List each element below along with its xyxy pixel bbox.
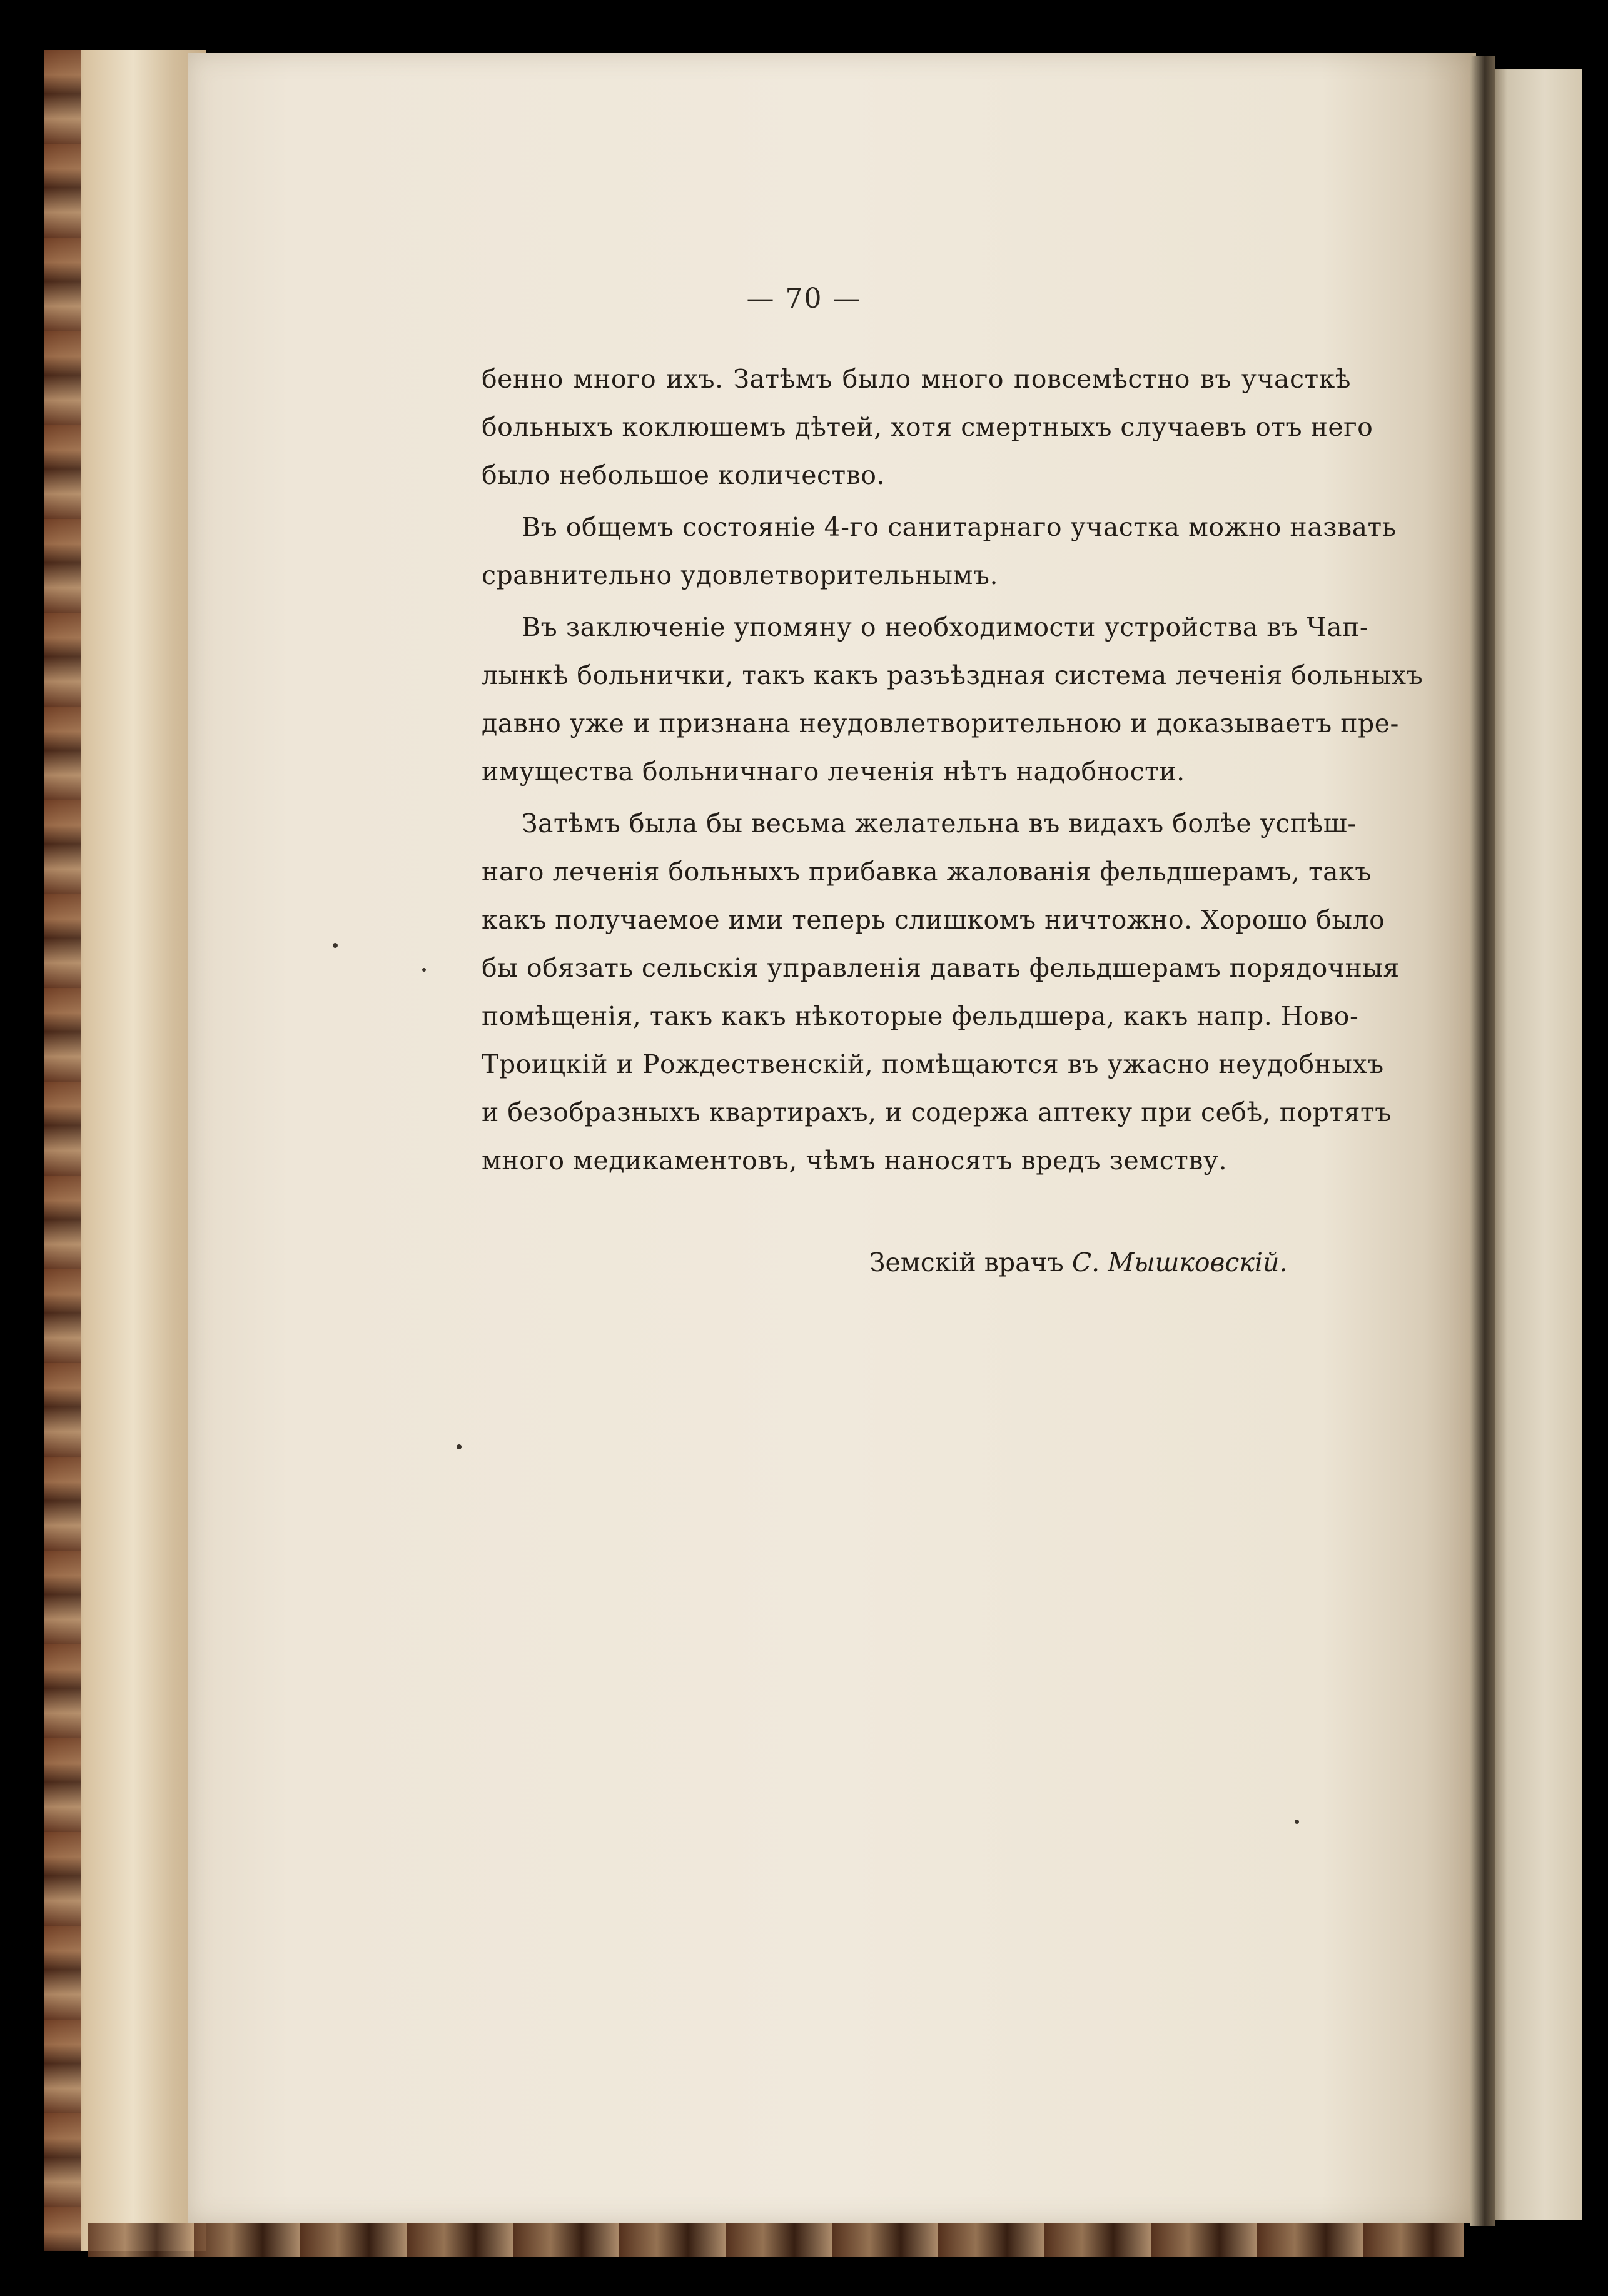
page-number: — 70 — — [746, 283, 862, 315]
signature — [869, 1247, 1287, 1277]
paragraph — [482, 355, 1373, 500]
text-line: бы обязать сельскія управленія давать фельдшерамъ порядочныя — [482, 953, 1400, 983]
text-line: больныхъ коклюшемъ дѣтей, хотя смертныхъ случаевъ отъ него — [482, 412, 1373, 442]
signature-title: Земскій врачъ — [869, 1247, 1064, 1277]
text-line: сравнительно удовлетворительнымъ. — [482, 560, 998, 590]
paper-speck — [1295, 1820, 1299, 1824]
facing-page — [1489, 69, 1582, 2220]
text-line: давно уже и признана неудовлетворительною и доказываетъ пре- — [482, 708, 1399, 738]
text-line: и безобразныхъ квартирахъ, и содержа аптеку при себѣ, портятъ — [482, 1097, 1392, 1127]
marbled-edge — [44, 50, 81, 2251]
paper-speck — [333, 943, 338, 948]
text-line: какъ получаемое ими теперь слишкомъ ничтожно. Хорошо было — [482, 905, 1385, 935]
text-line: Троицкій и Рождественскій, помѣщаются въ ужасно неудобныхъ — [482, 1049, 1384, 1079]
bottom-page-edge — [88, 2223, 1464, 2257]
paragraph — [482, 503, 1397, 600]
text-line: помѣщенія, такъ какъ нѣкоторые фельдшера, какъ напр. Ново- — [482, 1001, 1359, 1031]
paragraph — [482, 603, 1423, 796]
text-line: Въ заключеніе упомяну о необходимости устройства въ Чап- — [522, 612, 1369, 642]
text-line: бенно много ихъ. Затѣмъ было много повсемѣстно въ участкѣ — [482, 364, 1351, 394]
gutter — [1470, 56, 1495, 2226]
body-text — [482, 355, 1423, 1185]
text-line: много медикаментовъ, чѣмъ наносятъ вредъ земству. — [482, 1145, 1228, 1176]
text-line: было небольшое количество. — [482, 460, 885, 490]
signature-name: С. Мышковскій. — [1071, 1247, 1288, 1277]
text-line: Затѣмъ была бы весьма желательна въ видахъ болѣе успѣш- — [522, 808, 1357, 838]
text-line: наго леченія больныхъ прибавка жалованія фельдшерамъ, такъ — [482, 857, 1372, 887]
text-line: Въ общемъ состояніе 4-го санитарнаго участка можно назвать — [522, 512, 1397, 542]
paper-speck — [422, 968, 426, 972]
text-line: лынкѣ больнички, такъ какъ разъѣздная система леченія больныхъ — [482, 660, 1423, 690]
paragraph — [482, 800, 1400, 1185]
paper-speck — [457, 1444, 462, 1449]
text-line: имущества больничнаго леченія нѣтъ надобности. — [482, 757, 1185, 787]
